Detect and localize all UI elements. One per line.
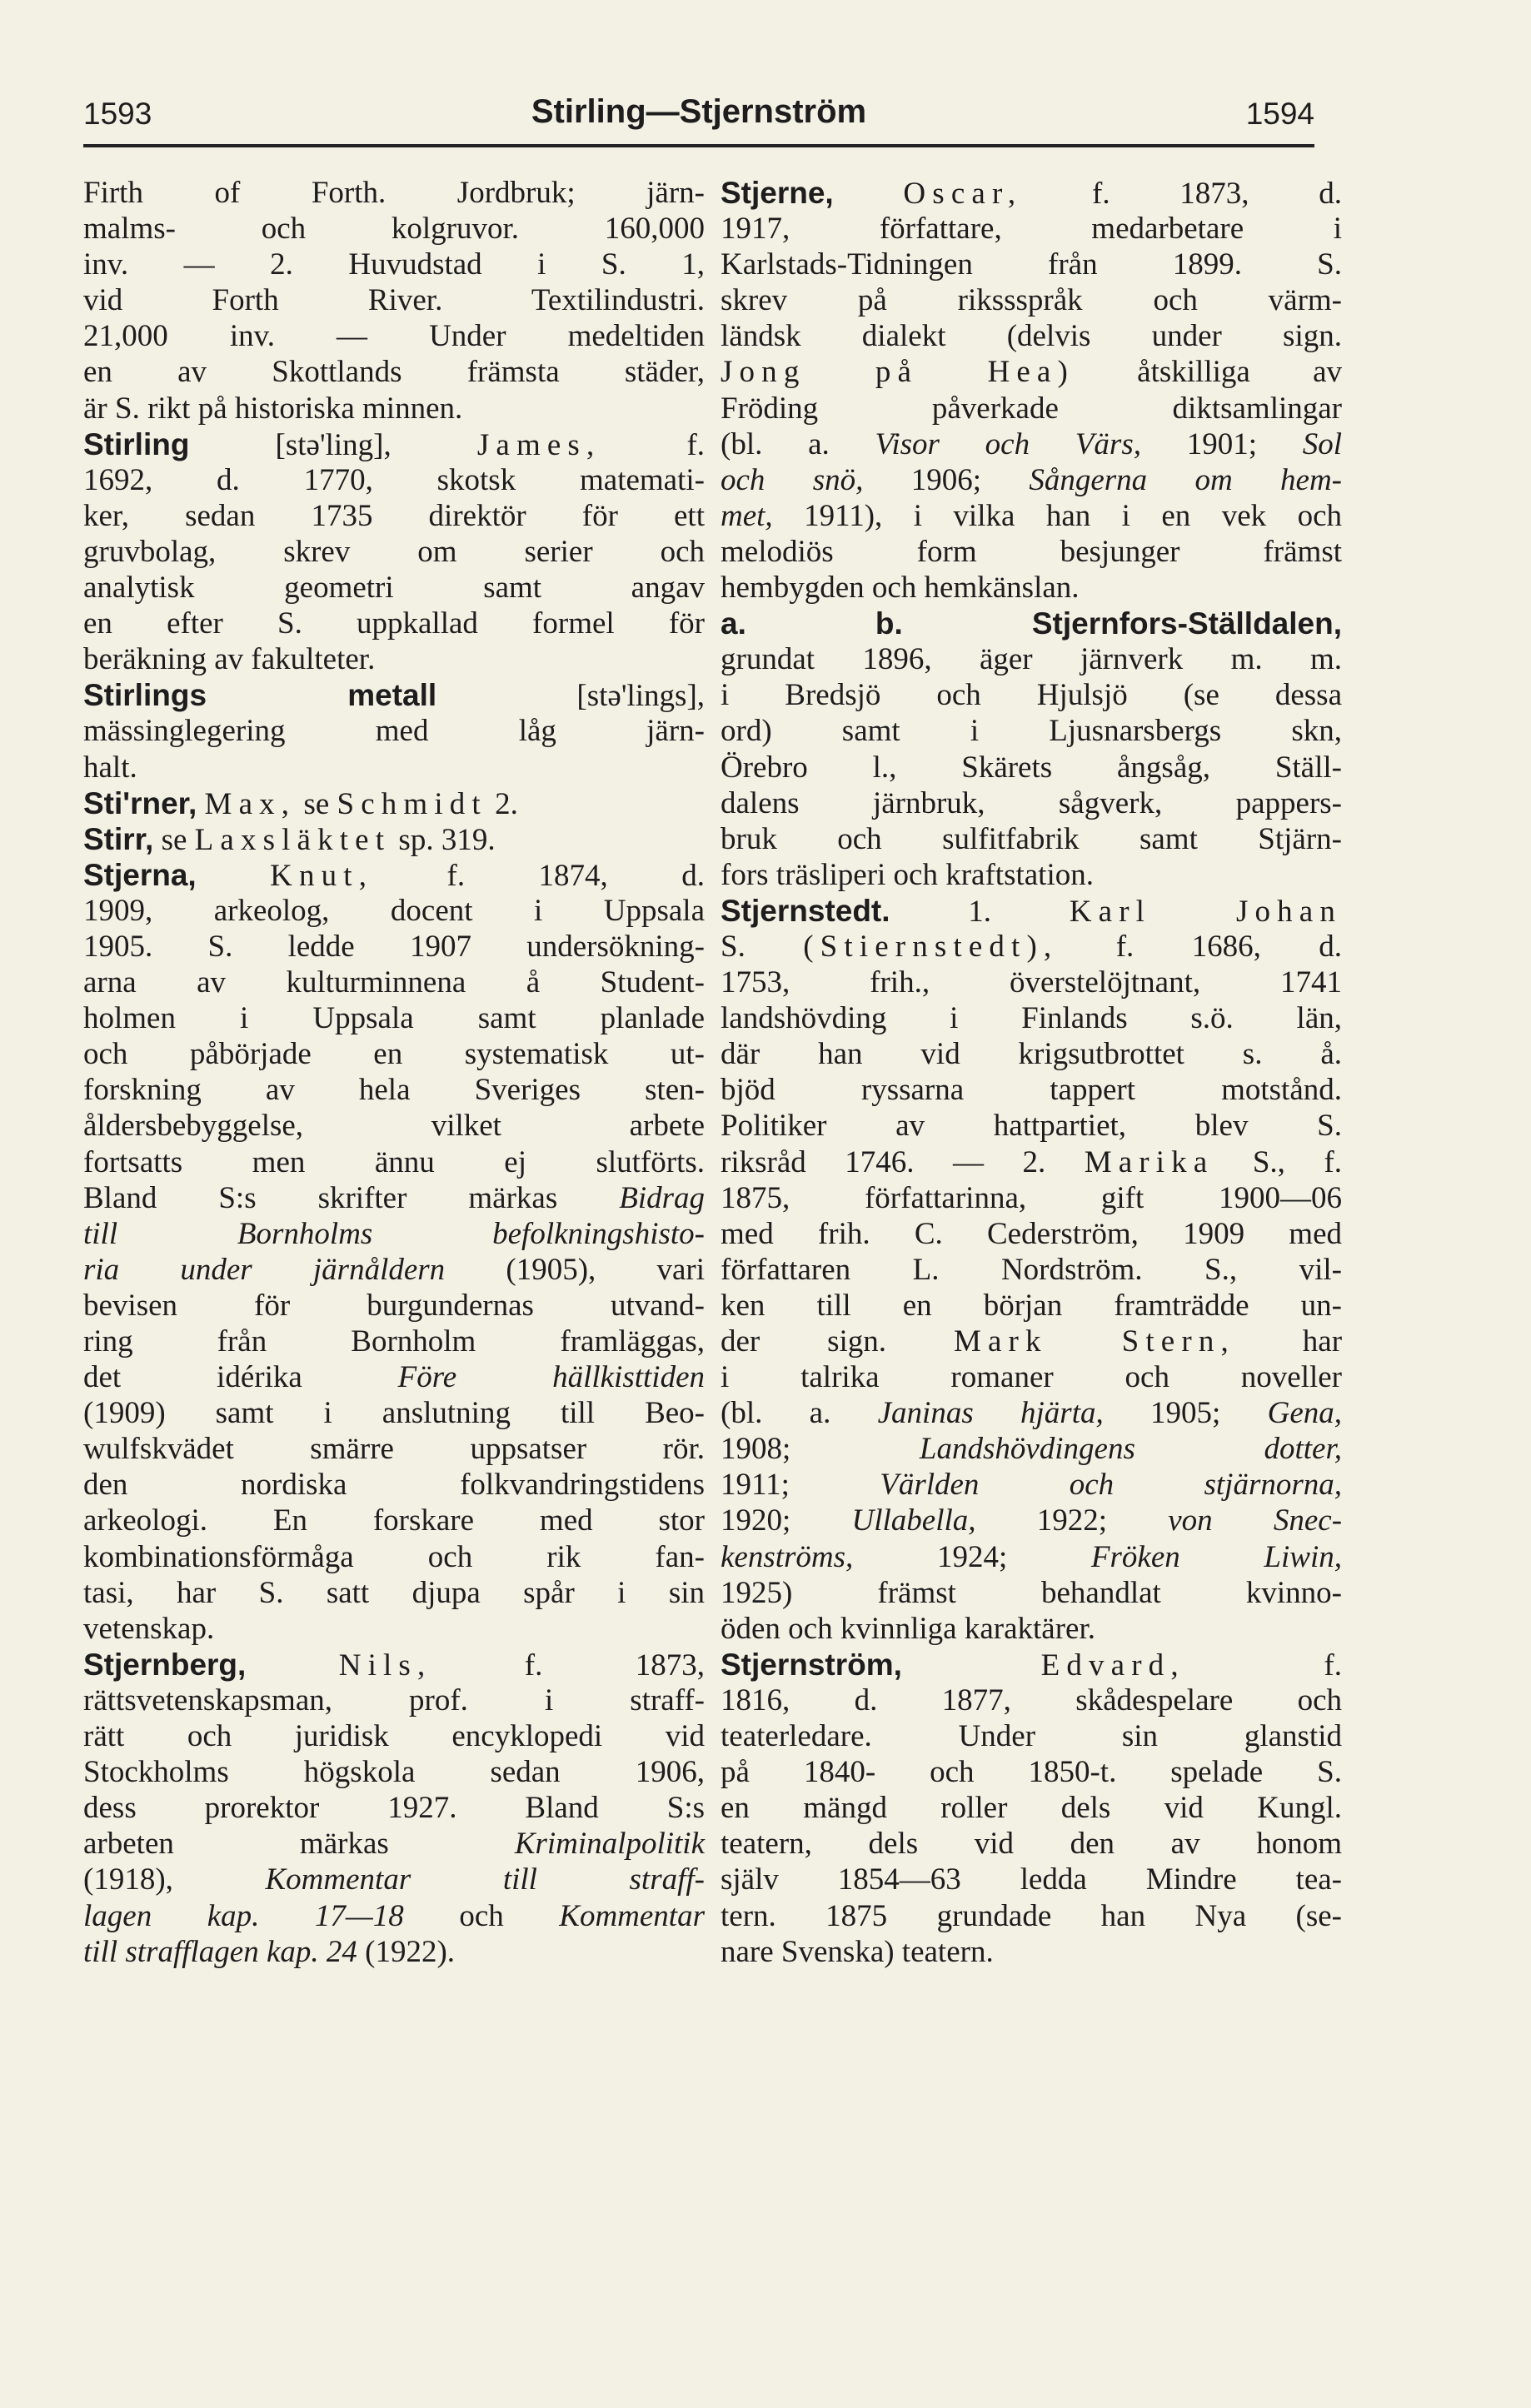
- text-line: landshövding i Finlands s.ö. län,: [721, 1001, 1342, 1036]
- text-line: vid Forth River. Textilindustri.: [83, 283, 705, 318]
- cross-reference: Laxsläktet: [194, 822, 391, 857]
- work-title: Gena,: [1267, 1396, 1343, 1431]
- running-title: Stirling—Stjernström: [531, 93, 867, 130]
- text-line: holmen i Uppsala samt planlade: [83, 1001, 705, 1036]
- text-line: bruk och sulfitfabrik samt Stjärn-: [721, 821, 1342, 856]
- text-line: Örebro l., Skärets ångsåg, Ställ-: [721, 750, 1342, 785]
- entry-stirner: Sti'rner, Max, se Schmidt 2.: [83, 785, 518, 821]
- text-line: teatern, dels vid den av honom: [721, 1827, 1342, 1862]
- text-line: inv. — 2. Huvudstad i S. 1,: [83, 247, 705, 282]
- work-title: von Snec-: [1168, 1503, 1343, 1538]
- work-title: Visor och Värs,: [875, 426, 1141, 461]
- text-line: hembygden och hemkänslan.: [721, 571, 1080, 606]
- text-line: forskning av hela Sveriges sten-: [83, 1073, 705, 1108]
- text-line: 1917, författare, medarbetare i: [721, 212, 1342, 247]
- text-line: 1753, frih., överstelöjtnant, 1741: [721, 965, 1342, 1000]
- text-line: beräkning av fakulteter.: [83, 642, 376, 677]
- text-line: 1905. S. ledde 1907 undersökning-: [83, 929, 705, 964]
- text-line: 21,000 inv. — Under medeltiden: [83, 319, 705, 354]
- person-name: Knut,: [270, 858, 374, 893]
- entry-stjernberg: Stjernberg, Nils, f. 1873,: [83, 1647, 706, 1683]
- work-title: Kommentar till straff-: [265, 1862, 705, 1897]
- person-name: Oscar,: [903, 177, 1023, 211]
- entry-stjernfors: [721, 606, 1342, 641]
- page-header: [83, 90, 1314, 140]
- entry-stjernstrom: Stjernström, Edvard, f.: [721, 1647, 1342, 1683]
- text-line: åldersbebyggelse, vilket arbete: [83, 1109, 705, 1144]
- entry-stjerne: Stjerne, Oscar, f. 1873, d.: [721, 176, 1343, 211]
- text-line: en av Skottlands främsta städer,: [83, 355, 705, 390]
- person-name: Edvard,: [1040, 1648, 1185, 1683]
- headword: Stirling: [83, 426, 190, 461]
- person-name: Nils,: [338, 1648, 432, 1683]
- person-name: Marika: [1084, 1144, 1214, 1179]
- work-title: till strafflagen kap. 24: [83, 1934, 357, 1969]
- text-line: ord) samt i Ljusnarsbergs skn,: [721, 714, 1342, 749]
- left-column: [83, 175, 705, 1970]
- text-line: Firth of Forth. Jordbruk; järn-: [83, 176, 705, 210]
- headword: Stjerna,: [83, 857, 197, 892]
- entry-stirling: Stirling [stə'ling], James, f.: [83, 426, 706, 462]
- text-line: arna av kulturminnena å Student-: [83, 965, 705, 1000]
- text-line: rättsvetenskapsman, prof. i straff-: [83, 1683, 705, 1718]
- text-line: Stockholms högskola sedan 1906,: [83, 1755, 705, 1790]
- text-line: grundat 1896, äger järnverk m. m.: [721, 642, 1342, 677]
- work-title: Kommentar: [559, 1898, 705, 1933]
- page-number-right: 1594: [1245, 97, 1314, 131]
- text-line: [83, 1216, 705, 1252]
- text-line: tasi, har S. satt djupa spår i sin: [83, 1575, 705, 1610]
- headword: Sti'rner,: [83, 785, 197, 820]
- text-line: 1925) främst behandlat kvinno-: [721, 1575, 1342, 1610]
- text-line: där han vid krigsutbrottet s. å.: [721, 1037, 1342, 1072]
- text-line: teaterledare. Under sin glanstid: [721, 1719, 1342, 1754]
- right-column: [721, 175, 1342, 1970]
- text-line: en mängd roller dels vid Kungl.: [721, 1791, 1342, 1826]
- text-line: der sign. Mark Stern, har: [721, 1324, 1343, 1359]
- text-line: 1911; Världen och stjärnorna,: [721, 1468, 1342, 1503]
- text-line: i talrika romaner och noveller: [721, 1360, 1342, 1395]
- entry-stjerna: Stjerna, Knut, f. 1874, d.: [83, 857, 705, 893]
- headword: Stirlings metall: [83, 678, 437, 713]
- pseudonym: Jong på Hea): [721, 355, 1075, 390]
- text-line: fors träsliperi och kraftstation.: [721, 857, 1094, 892]
- text-line: Karlstads-Tidningen från 1899. S.: [721, 247, 1342, 282]
- text-line: bjöd ryssarna tappert motstånd.: [721, 1073, 1342, 1108]
- work-title: och snö,: [721, 462, 864, 497]
- entry-stjernstedt: Stjernstedt. 1. Karl Johan: [721, 893, 1343, 929]
- text-line: till strafflagen kap. 24 (1922).: [83, 1934, 456, 1969]
- text-line: S. (Stiernstedt), f. 1686, d.: [721, 929, 1343, 964]
- text-line: arbeten märkas Kriminalpolitik: [83, 1827, 705, 1862]
- text-line: skrev på rikssspråk och värm-: [721, 283, 1342, 318]
- entry-stirlings-metall: Stirlings metall [stə'lings],: [83, 678, 706, 714]
- text-line: vetenskap.: [83, 1611, 215, 1646]
- text-line: dess prorektor 1927. Bland S:s: [83, 1791, 705, 1826]
- pseudonym: Mark Stern,: [953, 1324, 1235, 1359]
- text-line: 1816, d. 1877, skådespelare och: [721, 1683, 1342, 1718]
- text-line: 1875, författarinna, gift 1900—06: [721, 1180, 1342, 1215]
- work-title: Fröken Liwin,: [1090, 1539, 1342, 1574]
- headword: Stjernstedt.: [721, 893, 890, 928]
- headword: a. b. Stjernfors-Ställdalen,: [721, 606, 1342, 641]
- work-title: Landshövdingens dotter,: [919, 1432, 1342, 1467]
- headword: Stirr,: [83, 821, 154, 856]
- text-line: Fröding påverkade diktsamlingar: [721, 391, 1342, 426]
- work-title: Sol: [1302, 426, 1342, 461]
- text-line: melodiös form besjunger främst: [721, 534, 1342, 569]
- text-line: gruvbolag, skrev om serier och: [83, 534, 705, 569]
- text-line: på 1840- och 1850-t. spelade S.: [721, 1755, 1342, 1790]
- entry-stirr: Stirr, se Laxsläktet sp. 319.: [83, 821, 496, 857]
- text-line: (bl. a. Janinas hjärta, 1905; Gena,: [721, 1396, 1343, 1431]
- text-line: fortsatts men ännu ej slutförts.: [83, 1144, 705, 1179]
- text-line: författaren L. Nordström. S., vil-: [721, 1252, 1342, 1287]
- text-line: ring från Bornholm framläggas,: [83, 1324, 705, 1359]
- text-line: Politiker av hattpartiet, blev S.: [721, 1109, 1342, 1144]
- work-title: Janinas hjärta,: [877, 1396, 1104, 1431]
- work-title: Ullabella,: [851, 1503, 976, 1538]
- text-line: i Bredsjö och Hjulsjö (se dessa: [721, 678, 1342, 713]
- text-line: ländsk dialekt (delvis under sign.: [721, 319, 1342, 354]
- text-line: med frih. C. Cederström, 1909 med: [721, 1216, 1342, 1251]
- headword: Stjerne,: [721, 176, 834, 210]
- headword: Stjernberg,: [83, 1647, 247, 1682]
- work-title: Bidrag: [619, 1180, 706, 1215]
- text-line: riksråd 1746. — 2. Marika S., f.: [721, 1144, 1342, 1179]
- text-line: arkeologi. En forskare med stor: [83, 1503, 705, 1538]
- text-line: 1692, d. 1770, skotsk matemati-: [83, 462, 705, 497]
- work-title: Kriminalpolitik: [514, 1827, 705, 1862]
- text-line: ker, sedan 1735 direktör för ett: [83, 498, 705, 533]
- person-name: James,: [476, 427, 601, 462]
- text-line: halt.: [83, 750, 137, 785]
- person-name: Karl Johan: [1069, 894, 1343, 929]
- text-line: wulfskvädet smärre uppsatser rör.: [83, 1432, 705, 1467]
- header-rule: [83, 144, 1314, 147]
- text-line: rätt och juridisk encyklopedi vid: [83, 1719, 705, 1754]
- page-number-left: 1593: [83, 97, 152, 131]
- text-line: det idérika Före hällkisttiden: [83, 1360, 705, 1395]
- text-line: analytisk geometri samt angav: [83, 571, 705, 606]
- text-line: nare Svenska) teatern.: [721, 1934, 994, 1969]
- work-title: ria under järnåldern: [83, 1252, 446, 1287]
- work-title: till Bornholms befolkningshisto-: [83, 1216, 705, 1251]
- text-line: Bland S:s skrifter märkas Bidrag: [83, 1180, 706, 1215]
- cross-reference: Schmidt: [337, 786, 487, 821]
- text-line: en efter S. uppkallad formel för: [83, 606, 705, 641]
- text-line: öden och kvinnliga karaktärer.: [721, 1611, 1095, 1646]
- text-line: (1918), Kommentar till straff-: [83, 1862, 705, 1897]
- text-line: (1909) samt i anslutning till Beo-: [83, 1396, 705, 1431]
- work-title: Världen och stjärnorna,: [880, 1468, 1342, 1503]
- text-line: ria under järnåldern (1905), vari: [83, 1252, 706, 1287]
- text-line: den nordiska folkvandringstidens: [83, 1468, 705, 1503]
- text-line: tern. 1875 grundade han Nya (se-: [721, 1898, 1342, 1933]
- text-line: met, 1911), i vilka han i en vek och: [721, 498, 1342, 533]
- work-title: lagen kap. 17—18: [83, 1898, 404, 1933]
- work-title: kenströms,: [721, 1539, 854, 1574]
- work-title: met,: [721, 498, 773, 533]
- text-line: 1909, arkeolog, docent i Uppsala: [83, 893, 705, 928]
- text-line: Jong på Hea) åtskilliga av: [721, 355, 1342, 390]
- text-line: kenströms, 1924; Fröken Liwin,: [721, 1539, 1342, 1574]
- text-line: kombinationsförmåga och rik fan-: [83, 1539, 705, 1574]
- text-line: malms- och kolgruvor. 160,000: [83, 212, 705, 247]
- text-line: lagen kap. 17—18 och Kommentar: [83, 1898, 705, 1933]
- text-line: själv 1854—63 ledda Mindre tea-: [721, 1862, 1342, 1897]
- text-line: är S. rikt på historiska minnen.: [83, 391, 463, 426]
- person-name: Max,: [204, 786, 297, 821]
- text-line: dalens järnbruk, sågverk, pappers-: [721, 785, 1342, 820]
- text-line: bevisen för burgundernas utvand-: [83, 1288, 705, 1323]
- text-line: 1920; Ullabella, 1922; von Snec-: [721, 1503, 1343, 1538]
- work-title: Före hällkisttiden: [397, 1360, 705, 1395]
- text-line: (bl. a. Visor och Värs, 1901; Sol: [721, 426, 1342, 461]
- headword: Stjernström,: [721, 1647, 902, 1682]
- text-line: ken till en början framträdde un-: [721, 1288, 1342, 1323]
- text-line: mässinglegering med låg järn-: [83, 714, 705, 749]
- work-title: Sångerna om hem-: [1029, 462, 1342, 497]
- text-line: och snö, 1906; Sångerna om hem-: [721, 462, 1342, 497]
- text-line: 1908; Landshövdingens dotter,: [721, 1432, 1342, 1467]
- text-line: och påbörjade en systematisk ut-: [83, 1037, 705, 1072]
